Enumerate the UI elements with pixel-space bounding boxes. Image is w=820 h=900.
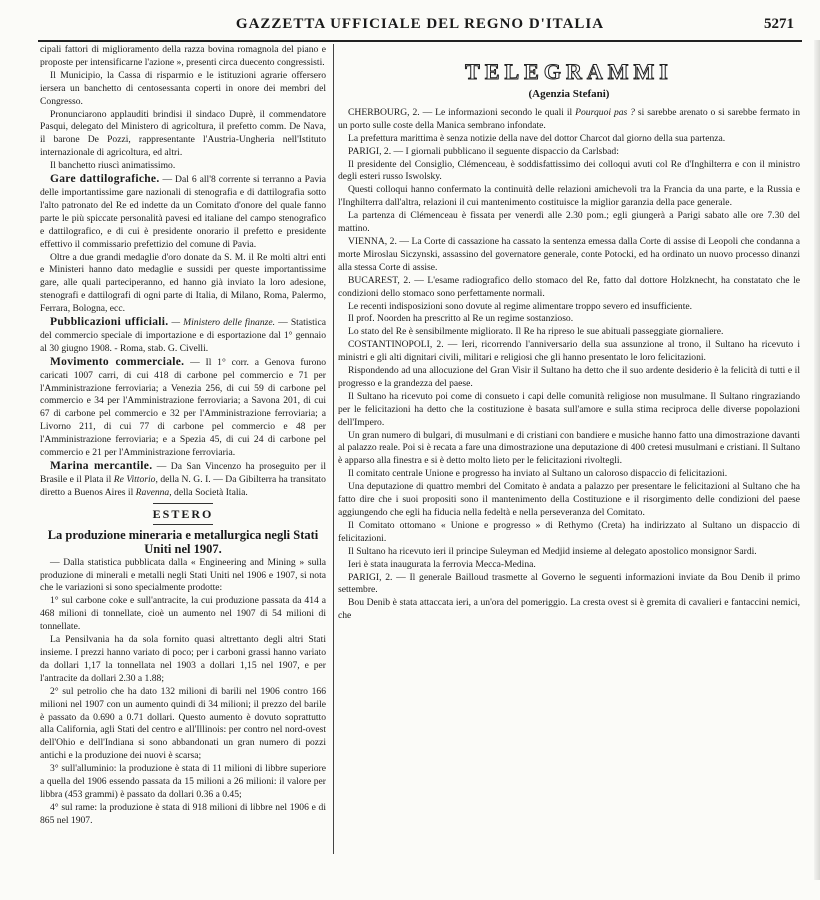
article-heading: Movimento commerciale.	[50, 355, 185, 368]
telegram-text: — I giornali pubblicano il seguente dispaccio da Carlsbad:	[391, 145, 619, 157]
telegram-paragraph	[338, 210, 800, 236]
telegram-list	[338, 107, 800, 623]
dateline: BUCAREST, 2.	[348, 274, 411, 286]
ship-name: Pourquoi pas ?	[575, 106, 635, 118]
telegram-text: — L'esame radiografico dello stomaco del Re, fatto dal dottore Holzknecht, ha constatato che le condizioni dello stomaco sono perfettamente normali.	[338, 274, 800, 299]
telegram-text: Il Comitato ottomano « Unione e progresso » di Rethymo (Creta) ha indirizzato al Sultano un dispaccio di felicitazioni.	[338, 519, 800, 544]
newspaper-title: GAZZETTA UFFICIALE DEL REGNO D'ITALIA	[235, 16, 605, 32]
telegram-text: Il presidente del Consiglio, Clémenceau, è soddisfattissimo dei colloqui avuti col Re d'Inghilterra e con il ministro degli esteri russo Iswolsky.	[338, 158, 800, 183]
ship-name: Ravenna	[135, 486, 170, 498]
paragraph: 4° sul rame: la produzione è stata di 918 milioni di libbre nel 1906 e di 865 nel 1907.	[40, 801, 326, 826]
article-heading: Gare dattilografiche.	[50, 173, 160, 186]
telegram-text: La prefettura marittima è senza notizie della nave del dottor Charcot dal giorno della sua partenza.	[348, 132, 726, 144]
article-text: — Da San Vincenzo ha proseguito per il Brasile e il Plata il	[40, 461, 326, 485]
section-divider	[153, 503, 213, 504]
dateline: CHERBOURG, 2.	[348, 106, 420, 118]
telegram-paragraph	[338, 275, 800, 301]
section-divider	[153, 524, 213, 525]
telegram-text: Un gran numero di bulgari, di musulmani e di cristiani con bandiere e musiche hanno fatto una dimostrazione davanti al palazzo reale. Poi si è recata a fare una dimostrazione una deputazione di 400 cretesi musulmani e cristiani. Il Sultano è apparso alla finestra e si è detto molto lieto per le felicitazioni rivoltegli.	[338, 429, 800, 467]
telegram-paragraph	[338, 365, 800, 391]
left-column	[40, 44, 326, 828]
header-rule	[38, 40, 802, 42]
telegram-text: Questi colloqui hanno confermato la continuità delle relazioni amichevoli tra la Francia da una parte, e la Russia e l'Inghilterra dall'altra, relazioni il cui mantenimento costituisce la miglior garanzia della pace generale.	[338, 184, 800, 209]
telegram-paragraph	[338, 236, 800, 275]
dateline: PARIGI, 2.	[348, 145, 392, 157]
dateline: VIENNA, 2.	[348, 235, 397, 247]
telegram-text: — La Corte di cassazione ha cassato la sentenza emessa dalla Corte di assise di Leopoli che condanna a morte Miroslau Siczynski, assassino del governatore generale, conte Potocki, ed ha ordinato un nuovo processo dinanzi alla stessa Corte di assise.	[338, 235, 800, 273]
article-movimento	[40, 356, 326, 460]
telegram-paragraph	[338, 481, 800, 520]
paragraph: 1° sul carbone coke e sull'antracite, la cui produzione passata da 414 a 468 milioni di tonnellate, cioè un aumento nel 1907 di 54 milioni di tonnellate.	[40, 595, 326, 633]
page-edge-shadow	[814, 40, 820, 880]
telegram-text: — Le informazioni secondo le quali il	[419, 106, 576, 118]
paragraph: Pronunciarono applauditi brindisi il sindaco Duprè, il commendatore Pasqui, delegato del Ministero di agricoltura, il prefetto comm. De Nava, il barone De Pozzi, rappresentante l'Austria-Ungheria nell'Istituto internazionale di agricoltura, ed altri.	[40, 108, 326, 159]
telegram-paragraph	[338, 520, 800, 546]
article-heading-produzione: La produzione mineraria e metallurgica negli Stati Uniti nel 1907.	[47, 527, 319, 556]
telegram-paragraph	[338, 468, 800, 481]
telegram-text: si sarebbe arenato o si sarebbe fermato in un porto sulle coste della Manica sembrano infondate.	[338, 106, 800, 131]
telegram-paragraph	[338, 107, 800, 133]
telegram-paragraph	[338, 313, 800, 326]
telegram-paragraph	[338, 546, 800, 559]
article-marina	[40, 460, 326, 500]
telegram-paragraph	[338, 339, 800, 365]
telegram-paragraph	[338, 159, 800, 185]
telegram-text: Il comitato centrale Unione e progresso ha inviato al Sultano un caloroso dispaccio di felicitazioni.	[348, 468, 728, 480]
telegram-text: — Ieri, ricorrendo l'anniversario della sua assunzione al trono, il Sultano ha ricevuto i ministri e gli alti dignitari civili, militari e religiosi che gli hanno presentato le loro felicitazioni.	[338, 339, 800, 364]
telegram-paragraph	[338, 146, 800, 159]
article-italic: — Ministero delle finanze.	[168, 317, 276, 329]
paragraph: Oltre a due grandi medaglie d'oro donate da S. M. il Re molti altri enti e Ministeri hanno dato medaglie e sussidi per queste importantissime gare, alle quali parteciperanno, ed hanno già inviato la loro adesione, stenografi e dattilografi di ogni parte di Italia, di Milano, Roma, Palermo, Ferrara, Bologna, ecc.	[40, 251, 326, 315]
article-text: , della Società Italia.	[169, 486, 248, 498]
telegram-text: Il prof. Noorden ha prescritto al Re un regime sostanzioso.	[348, 313, 574, 325]
agency-credit: (Agenzia Stefani)	[528, 88, 610, 100]
paragraph: — Dalla statistica pubblicata dalla « Engineering and Mining » sulla produzione di minerali e metalli negli Stati Uniti nel 1906 e 1907, si nota che le variazioni si sono specialmente prodotte:	[40, 556, 326, 594]
article-gare	[40, 173, 326, 251]
article-pubblicazioni	[40, 316, 326, 356]
telegram-text: Ieri è stata inaugurata la ferrovia Mecca-Medina.	[348, 558, 536, 570]
paragraph: Il Municipio, la Cassa di risparmio e le istituzioni agrarie offersero iersera un banchetto di centosessanta coperti in onore dei membri del Congresso.	[40, 69, 326, 107]
section-title-estero: ESTERO	[152, 506, 214, 521]
article-heading: Pubblicazioni ufficiali.	[50, 316, 169, 329]
page-header	[40, 16, 800, 38]
telegram-text: La partenza di Clémenceau è fissata per venerdì alle 2.30 pom.; egli giungerà a Parigi sabato alle ore 7.30 del mattino.	[338, 210, 800, 235]
paragraph: La Pensilvania ha da sola fornito quasi altrettanto degli altri Stati insieme. I prezzi hanno variato di poco; per i carboni grassi hanno variato da dollari 1,17 la tonnellata nel 1903 a dollari 1,15 nel 1907, e per l'antracite da dollari 2.30 a 1.88;	[40, 634, 326, 684]
paragraph: 3° sull'alluminio: la produzione è stata di 11 milioni di libbre superiore a quella del 1906 essendo passata da 15 milioni a 26 milioni: il valore per libbra (453 grammi) è passato da dollari 0.36 a 0.45;	[40, 763, 326, 800]
telegram-paragraph	[338, 133, 800, 146]
article-text: , della N. G. I. — Da Gibilterra ha transitato diretto a Buenos Aires il	[40, 473, 326, 498]
article-heading: Marina mercantile.	[50, 460, 153, 472]
telegram-paragraph	[338, 597, 800, 623]
dateline: COSTANTINOPOLI, 2.	[348, 339, 444, 351]
telegram-text: — Il generale Bailloud trasmette al Governo le seguenti informazioni inviate da Bou Denib il primo settembre.	[338, 571, 800, 596]
ship-name: Re Vittorio	[113, 473, 156, 485]
telegram-text: Rispondendo ad una allocuzione del Gran Visir il Sultano ha detto che il suo ardente desiderio è la felicità di tutti e il progresso e la grandezza del paese.	[338, 365, 800, 389]
telegram-text: Le recenti indisposizioni sono dovute al regime alimentare troppo severo ed insufficiente.	[348, 300, 693, 312]
right-column	[338, 44, 800, 623]
telegram-text: Una deputazione di quattro membri del Comitato è andata a palazzo per presentare le felicitazioni al Sultano che ha fatto dire che i suoi propositi sono il mantenimento della Costituzione e il risorgimento delle condizioni del paese aggiungendo che egli ha fiducia nella fedeltà e nella perseveranza del Comitato.	[338, 481, 800, 518]
telegram-text: Il Sultano ha ricevuto poi come di consueto i capi delle comunità religiose non musulmane. Il Sultano ringraziando per le felicitazioni ha detto che la costituzione è basata sull'amore e sulla stima reciproca delle diverse popolazioni dell'Impero.	[338, 390, 800, 428]
telegram-paragraph	[338, 326, 800, 339]
telegram-paragraph	[338, 572, 800, 598]
article-text: — Dal 6 all'8 corrente si terranno a Pavia delle importantissime gare nazionali di stenografia e di dattilografia sotto l'alto patronato del Re ed indette da un Comitato d'onore del quale fanno parte le più spiccate personalità pavesi ed italiane del campo stenografico e dattilografico, e di cui è presidente onorario il prefetto e presidente effettivo il commissario prefettizio del comune di Pavia.	[40, 174, 326, 250]
telegram-paragraph	[338, 184, 800, 210]
dateline: PARIGI, 2.	[348, 571, 393, 583]
section-title-telegrammi: TELEGRAMMI	[465, 59, 673, 84]
paragraph: cipali fattori di miglioramento della razza bovina romagnola del piano e proposte per intensificarne l'azione », presenti circa duecento congressisti.	[40, 44, 326, 68]
telegram-text: Il Sultano ha ricevuto ieri il principe Suleyman ed Medjid insieme al delegato apostolico monsignor Sardi.	[348, 545, 757, 557]
telegram-paragraph	[338, 559, 800, 572]
paragraph: Il banchetto riuscì animatissimo.	[50, 160, 176, 172]
paragraph: 2° sul petrolio che ha dato 132 milioni di barili nel 1906 contro 166 milioni nel 1907 con un aumento quindi di 34 milioni; il prezzo del barile è passato da 0.690 a 0.71 dollari. Questo aumento è dovuto soprattutto alla California, agli Stati del centro e all'Illinois: per contro nel nord-ovest dell'Ohio e dell'Indiana si sono abbandonati un gran numero di pozzi antichi e la produzione dei nuovi è scarsa;	[40, 685, 326, 762]
article-text: — Il 1° corr. a Genova furono caricati 1007 carri, di cui 418 di carbone pel commercio e 71 per l'Amministrazione ferroviaria; a Venezia 256, di cui 59 di carbone pel commercio e 34 per l'Amministrazione ferroviaria; a Savona 201, di cui 67 di carbone pel commercio e 32 per l'Amministrazione ferroviaria; a Livorno 211, di cui 77 di carbone pel commercio e 48 per l'Amministrazione ferroviaria; e a Spezia 45, di cui 24 di carbone pel commercio e 21 per l'Amministrazione ferroviaria.	[40, 356, 326, 459]
article-text: — Statistica del commercio speciale di importazione e di esportazione dal 1° gennaio al 30 giugno 1908. - Roma, stab. G. Civelli.	[40, 317, 326, 354]
telegram-paragraph	[338, 301, 800, 314]
column-divider	[333, 44, 334, 854]
page-number: 5271	[764, 16, 794, 32]
telegram-text: Lo stato del Re è sensibilmente migliorato. Il Re ha ripreso le sue abituali passeggiate giornaliere.	[348, 326, 724, 338]
telegram-paragraph	[338, 391, 800, 430]
telegram-text: Bou Denib è stata attaccata ieri, a un'ora del pomeriggio. La cresta ovest si è gremita di cavalieri e fantaccini nemici, che	[338, 597, 800, 622]
telegram-paragraph	[338, 430, 800, 469]
